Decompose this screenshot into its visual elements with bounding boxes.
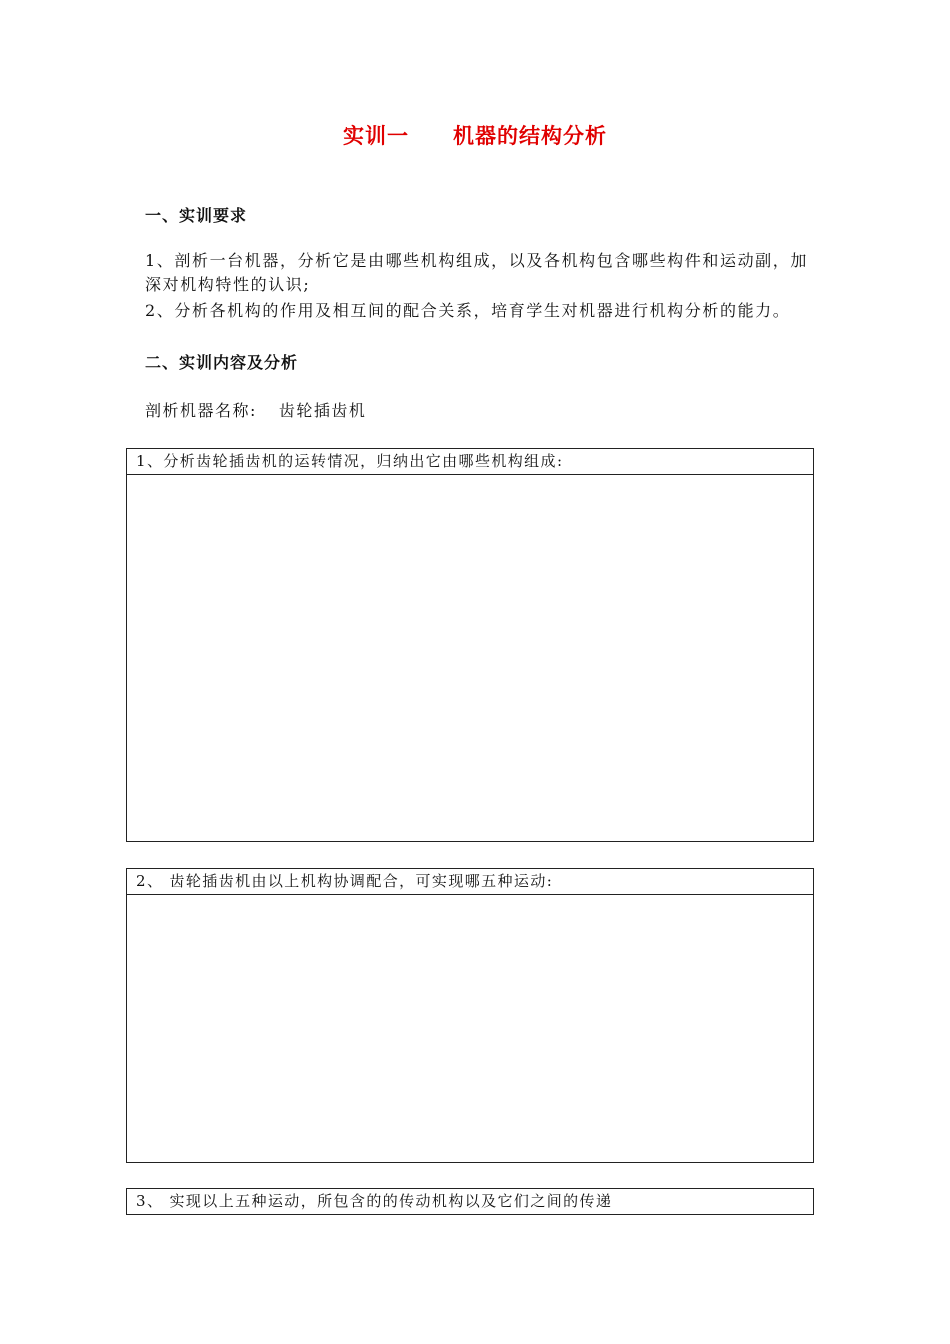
analysis-box-2-header: 2、 齿轮插齿机由以上机构协调配合，可实现哪五种运动: [127, 869, 813, 895]
analysis-box-2 [126, 868, 814, 1163]
machine-name-line [145, 398, 366, 421]
section-heading-requirements: 一、实训要求 [145, 206, 248, 225]
analysis-box-1 [126, 448, 814, 842]
analysis-box-3-header: 3、 实现以上五种运动，所包含的的传动机构以及它们之间的传递 [136, 1192, 613, 1210]
requirement-item-2: 2、分析各机构的作用及相互间的配合关系，培育学生对机器进行机构分析的能力。 [145, 301, 791, 320]
analysis-box-1-header: 1、分析齿轮插齿机的运转情况，归纳出它由哪些机构组成: [127, 449, 813, 475]
requirement-item-1: 1、剖析一台机器，分析它是由哪些机构组成，以及各机构包含哪些构件和运动副，加深对机构特性的认识; [145, 251, 808, 294]
analysis-box-3 [126, 1188, 814, 1215]
machine-name-label: 剖析机器名称: [145, 401, 257, 420]
section-heading-content: 二、实训内容及分析 [145, 353, 299, 372]
page-title: 实训一 机器的结构分析 [343, 123, 607, 148]
machine-name-value: 齿轮插齿机 [278, 401, 367, 420]
